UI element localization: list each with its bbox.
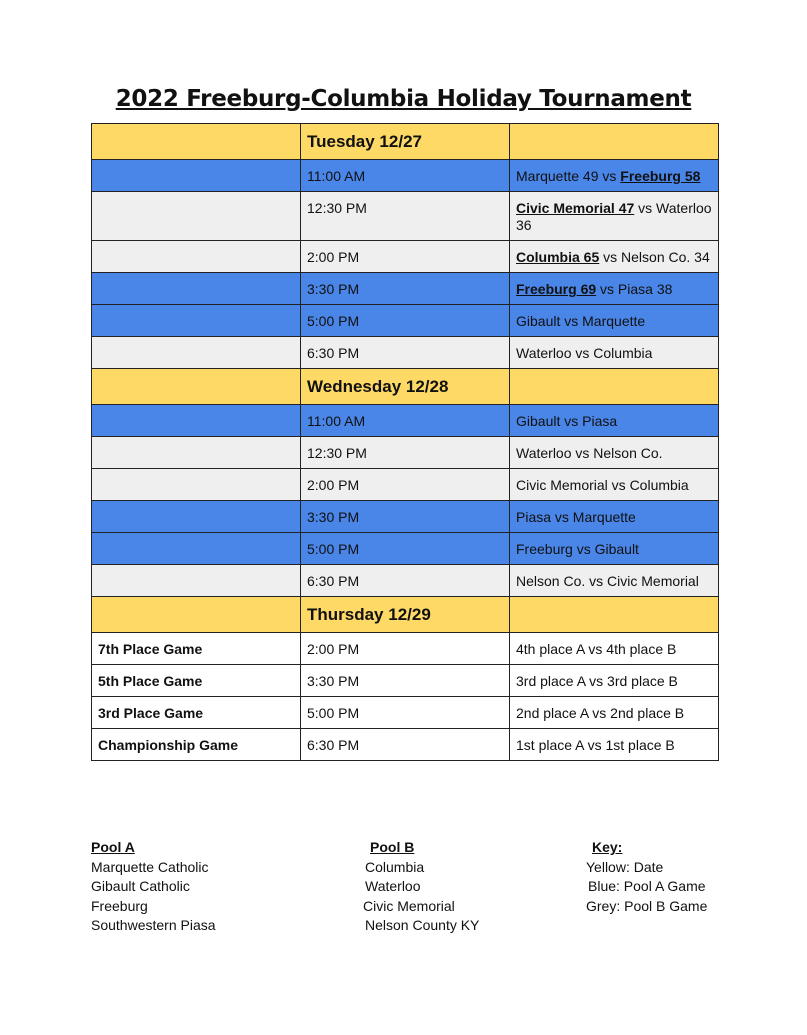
matchup-text: vs Piasa 38 <box>596 281 673 297</box>
key-heading: Key: <box>592 839 623 855</box>
date-header-row <box>92 597 719 633</box>
pool-a-team: Marquette Catholic <box>91 858 209 875</box>
pool-a-heading: Pool A <box>91 839 135 855</box>
game-label-cell <box>92 273 301 305</box>
game-label-cell <box>92 305 301 337</box>
time-cell: 5:00 PM <box>301 305 510 337</box>
matchup-text: 1st place A vs 1st place B <box>516 737 675 753</box>
matchup-cell <box>510 729 719 761</box>
game-row <box>92 437 719 469</box>
matchup-text: 4th place A vs 4th place B <box>516 641 677 657</box>
winner-score: Columbia 65 <box>516 249 600 265</box>
game-label-cell <box>92 369 301 405</box>
matchup-cell <box>510 437 719 469</box>
game-row <box>92 533 719 565</box>
matchup-text: 2nd place A vs 2nd place B <box>516 705 685 721</box>
winner-score: Civic Memorial 47 <box>516 200 635 216</box>
matchup-text: Piasa vs Marquette <box>516 509 636 525</box>
pool-a-team: Freeburg <box>91 897 148 914</box>
game-row <box>92 565 719 597</box>
game-label-cell <box>92 192 301 241</box>
date-cell: Tuesday 12/27 <box>301 124 510 160</box>
matchup-text: Marquette 49 vs <box>516 168 621 184</box>
matchup-cell <box>510 124 719 160</box>
game-row <box>92 665 719 697</box>
date-cell: Wednesday 12/28 <box>301 369 510 405</box>
game-label-cell: 7th Place Game <box>92 633 301 665</box>
game-label-cell: 3rd Place Game <box>92 697 301 729</box>
pool-b-list <box>365 838 479 936</box>
pool-b-team: Columbia <box>365 858 425 875</box>
time-cell: 3:30 PM <box>301 273 510 305</box>
time-cell: 2:00 PM <box>301 241 510 273</box>
pool-b-team: Nelson County KY <box>365 917 480 933</box>
color-key <box>586 838 707 916</box>
game-label-cell <box>92 501 301 533</box>
game-row <box>92 160 719 192</box>
pool-b-heading: Pool B <box>370 839 415 855</box>
time-cell: 11:00 AM <box>301 405 510 437</box>
time-cell: 2:00 PM <box>301 469 510 501</box>
game-label-cell <box>92 405 301 437</box>
matchup-cell <box>510 697 719 729</box>
game-label-cell <box>92 437 301 469</box>
time-cell: 5:00 PM <box>301 533 510 565</box>
date-cell: Thursday 12/29 <box>301 597 510 633</box>
matchup-text: 3rd place A vs 3rd place B <box>516 673 678 689</box>
game-row <box>92 192 719 241</box>
matchup-text: Nelson Co. vs Civic Memorial <box>516 573 699 589</box>
pool-b-team: Waterloo <box>365 878 421 894</box>
key-item: Yellow: Date <box>586 858 664 875</box>
page-title: 2022 Freeburg-Columbia Holiday Tournament <box>115 86 692 112</box>
pool-a-team: Southwestern Piasa <box>91 917 216 933</box>
matchup-text: Waterloo vs Columbia <box>516 345 653 361</box>
pool-a-team: Gibault Catholic <box>91 878 190 894</box>
game-label-cell <box>92 337 301 369</box>
matchup-cell <box>510 633 719 665</box>
game-row <box>92 469 719 501</box>
matchup-text: Gibault vs Marquette <box>516 313 646 329</box>
matchup-cell <box>510 665 719 697</box>
game-label-cell <box>92 241 301 273</box>
game-label-cell <box>92 160 301 192</box>
game-label-cell <box>92 597 301 633</box>
matchup-cell <box>510 160 719 192</box>
time-cell: 12:30 PM <box>301 192 510 241</box>
matchup-text: vs Waterloo 36 <box>516 200 712 233</box>
game-row <box>92 405 719 437</box>
winner-score: Freeburg 58 <box>620 168 701 184</box>
game-row <box>92 273 719 305</box>
time-cell: 2:00 PM <box>301 633 510 665</box>
pool-b-team: Civic Memorial <box>363 897 455 914</box>
matchup-cell <box>510 273 719 305</box>
game-label-cell <box>92 124 301 160</box>
time-cell: 6:30 PM <box>301 729 510 761</box>
schedule-table <box>91 123 719 761</box>
matchup-cell <box>510 501 719 533</box>
game-label-cell <box>92 469 301 501</box>
game-row <box>92 633 719 665</box>
matchup-cell <box>510 305 719 337</box>
matchup-cell <box>510 565 719 597</box>
matchup-cell <box>510 597 719 633</box>
key-item: Grey: Pool B Game <box>586 897 708 914</box>
pool-a-list <box>91 838 216 936</box>
game-row <box>92 697 719 729</box>
matchup-cell <box>510 192 719 241</box>
game-label-cell <box>92 565 301 597</box>
matchup-cell <box>510 337 719 369</box>
date-header-row <box>92 369 719 405</box>
matchup-text: Gibault vs Piasa <box>516 413 618 429</box>
time-cell: 6:30 PM <box>301 565 510 597</box>
winner-score: Freeburg 69 <box>516 281 597 297</box>
matchup-cell <box>510 533 719 565</box>
game-row <box>92 305 719 337</box>
matchup-text: vs Nelson Co. 34 <box>599 249 710 265</box>
game-row <box>92 241 719 273</box>
game-row <box>92 337 719 369</box>
matchup-text: Waterloo vs Nelson Co. <box>516 445 663 461</box>
matchup-text: Freeburg vs Gibault <box>516 541 639 557</box>
key-item: Blue: Pool A Game <box>588 878 706 894</box>
time-cell: 5:00 PM <box>301 697 510 729</box>
matchup-cell <box>510 241 719 273</box>
time-cell: 3:30 PM <box>301 665 510 697</box>
game-label-cell: Championship Game <box>92 729 301 761</box>
time-cell: 3:30 PM <box>301 501 510 533</box>
date-header-row <box>92 124 719 160</box>
matchup-text: Civic Memorial vs Columbia <box>516 477 689 493</box>
game-row <box>92 501 719 533</box>
game-label-cell <box>92 533 301 565</box>
time-cell: 6:30 PM <box>301 337 510 369</box>
game-label-cell: 5th Place Game <box>92 665 301 697</box>
time-cell: 12:30 PM <box>301 437 510 469</box>
matchup-cell <box>510 405 719 437</box>
time-cell: 11:00 AM <box>301 160 510 192</box>
game-row <box>92 729 719 761</box>
matchup-cell <box>510 369 719 405</box>
matchup-cell <box>510 469 719 501</box>
